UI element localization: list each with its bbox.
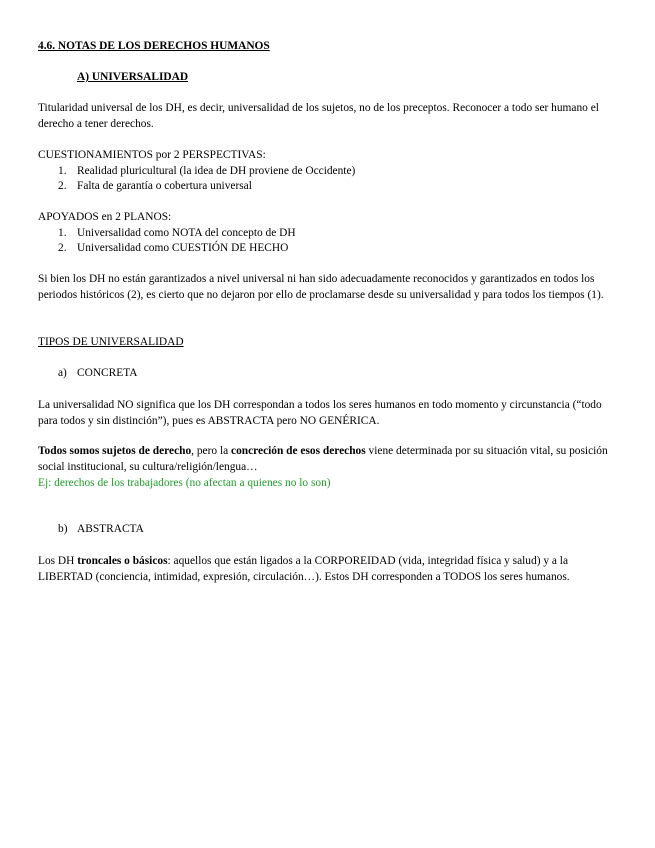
list-number: 2. <box>58 242 67 254</box>
bold-text: troncales o básicos <box>77 555 168 567</box>
list-text: Falta de garantía o cobertura universal <box>77 180 252 192</box>
list-item <box>58 225 618 241</box>
list-number: 1. <box>58 227 67 239</box>
text: viene determinada por su situación vital, su posición social institucional, su cultura/religión/lengua… <box>38 445 608 473</box>
list-item <box>58 163 618 179</box>
bold-text: concreción de esos derechos <box>231 445 366 457</box>
document-heading: 4.6. NOTAS DE LOS DERECHOS HUMANOS <box>38 40 270 52</box>
abstracta-label: ABSTRACTA <box>77 523 144 535</box>
paragraph-concreta: La universalidad NO significa que los DH correspondan a todos los seres humanos en todo momento y circunstancia (“todo para todos y sin distinción”), pues es ABSTRACTA pero NO GENÉRICA. <box>38 399 602 427</box>
apoyados-heading: APOYADOS en 2 PLANOS: <box>38 211 172 223</box>
list-item <box>58 240 618 256</box>
list-letter: b) <box>58 523 68 535</box>
list-letter: a) <box>58 367 67 379</box>
list-text: Realidad pluricultural (la idea de DH proviene de Occidente) <box>77 165 356 177</box>
section-a-heading: A) UNIVERSALIDAD <box>77 71 189 83</box>
paragraph-troncales <box>38 553 618 585</box>
example-text: Ej: derechos de los trabajadores (no afectan a quienes no lo son) <box>38 477 331 489</box>
text: Los DH <box>38 555 78 567</box>
tipos-heading: TIPOS DE UNIVERSALIDAD <box>38 336 184 348</box>
list-item <box>58 178 618 194</box>
list-text: Universalidad como CUESTIÓN DE HECHO <box>77 242 289 254</box>
subheading-concreta <box>58 365 618 381</box>
list-text: Universalidad como NOTA del concepto de DH <box>77 227 296 239</box>
text: , pero la <box>191 445 232 457</box>
concreta-label: CONCRETA <box>77 367 138 379</box>
bold-text: Todos somos sujetos de derecho <box>38 445 192 457</box>
paragraph-titularidad: Titularidad universal de los DH, es decir, universalidad de los sujetos, no de los preceptos. Reconocer a todo ser humano el derecho a tener derechos. <box>38 102 599 130</box>
text: : aquellos que están ligados a la CORPOREIDAD (vida, integridad física y salud) y a la LIBERTAD (conciencia, intimidad, expresión, circulación…). Estos DH corresponden a TODOS los seres humanos. <box>38 555 570 583</box>
paragraph-garantias: Si bien los DH no están garantizados a nivel universal ni han sido adecuadamente reconocidos y garantizados en todos los periodos históricos (2), es cierto que no dejaron por ello de proclamarse desde su universalidad y para todos los tiempos (1). <box>38 273 604 301</box>
list-number: 1. <box>58 165 67 177</box>
cuestionamientos-heading: CUESTIONAMIENTOS por 2 PERSPECTIVAS: <box>38 149 266 161</box>
list-number: 2. <box>58 180 67 192</box>
paragraph-sujetos <box>38 443 618 475</box>
subheading-abstracta <box>58 521 618 537</box>
